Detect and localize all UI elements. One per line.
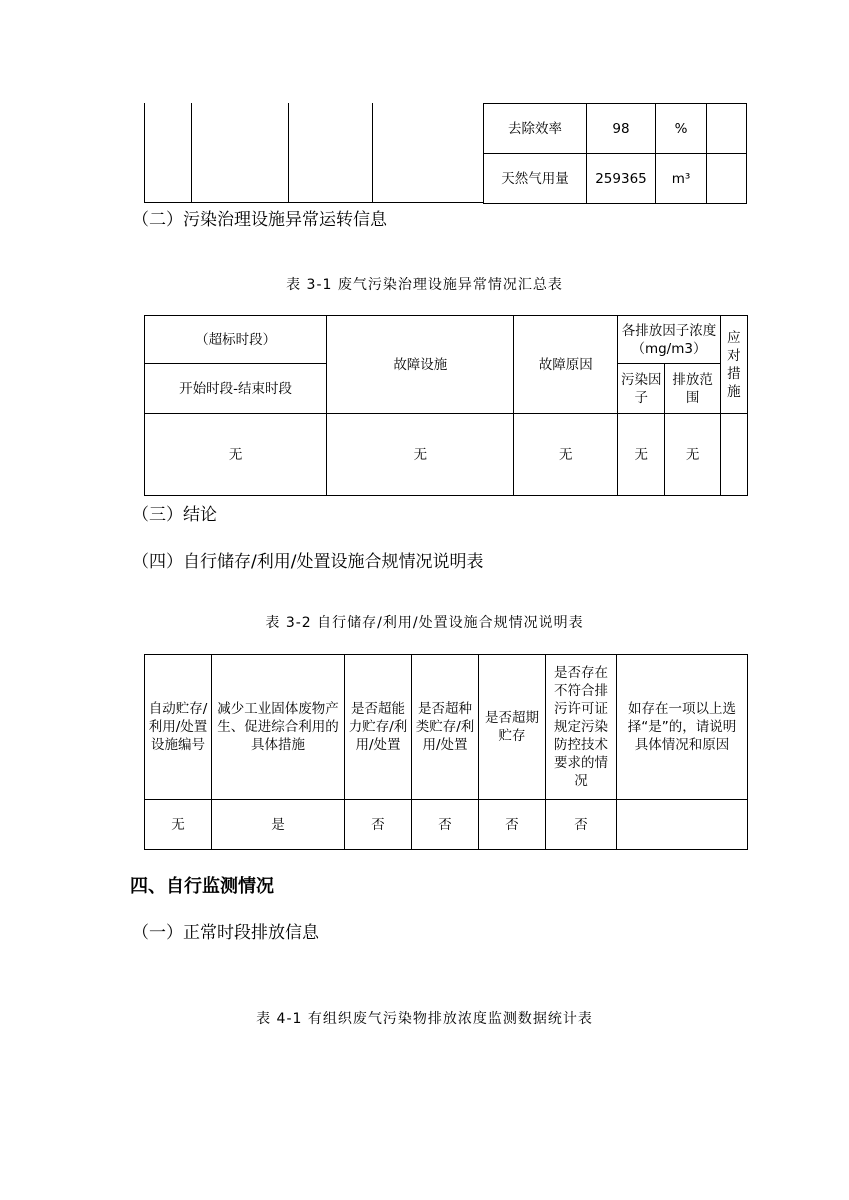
header-reason: 故障原因: [514, 316, 618, 414]
cell-facility-id: 无: [145, 800, 212, 850]
cell-extra: [707, 154, 747, 204]
cell-range: 无: [665, 414, 720, 496]
cell-explanation: [617, 800, 748, 850]
table-caption-3-2: 表 3-2 自行储存/利用/处置设施合规情况说明表: [265, 615, 584, 631]
cell-facility: 无: [327, 414, 514, 496]
header-period-sub: 开始时段-结束时段: [145, 364, 327, 414]
header-facility: 故障设施: [327, 316, 514, 414]
header-concentration: 各排放因子浓度（mg/m3）: [618, 316, 721, 364]
header-over-period: 是否超期贮存: [479, 655, 546, 800]
header-range: 排放范围: [665, 364, 720, 414]
cell-unit: m³: [656, 154, 707, 204]
section-heading-4: （四）自行储存/利用/处置设施合规情况说明表: [132, 552, 484, 572]
header-period: （超标时段）: [145, 316, 327, 364]
header-facility-id: 自动贮存/利用/处置设施编号: [145, 655, 212, 800]
table-border-line: [288, 103, 289, 203]
header-over-type: 是否超种类贮存/利用/处置: [412, 655, 479, 800]
header-factor: 污染因子: [618, 364, 665, 414]
cell-unit: %: [656, 104, 707, 154]
cell-over-type: 否: [412, 800, 479, 850]
header-over-capacity: 是否超能力贮存/利用/处置: [345, 655, 412, 800]
chapter-heading-4: 四、自行监测情况: [130, 876, 274, 897]
section-heading-3: （三）结论: [132, 505, 217, 525]
top-table-fragment: [483, 103, 747, 204]
header-noncompliance: 是否存在不符合排污许可证规定污染防控技术要求的情况: [546, 655, 617, 800]
header-explanation: 如存在一项以上选择“是”的，请说明具体情况和原因: [617, 655, 748, 800]
cell-factor: 无: [618, 414, 665, 496]
header-measures: 减少工业固体废物产生、促进综合利用的具体措施: [212, 655, 345, 800]
section-heading-2: （二）污染治理设施异常运转信息: [132, 210, 387, 230]
table-border-line: [144, 103, 145, 203]
cell-value: 259365: [587, 154, 656, 204]
table-3-2: [144, 654, 748, 850]
cell-measures: [720, 414, 747, 496]
cell-name: 天然气用量: [484, 154, 587, 204]
table-border-line: [191, 103, 192, 203]
header-measures: 应对措施: [720, 316, 747, 414]
cell-over-period: 否: [479, 800, 546, 850]
cell-period: 无: [145, 414, 327, 496]
table-3-1: [144, 315, 748, 496]
section-heading-4-1: （一）正常时段排放信息: [132, 923, 319, 943]
table-caption-3-1: 表 3-1 废气污染治理设施异常情况汇总表: [286, 277, 563, 293]
cell-extra: [707, 104, 747, 154]
cell-reason: 无: [514, 414, 618, 496]
table-caption-4-1: 表 4-1 有组织废气污染物排放浓度监测数据统计表: [256, 1011, 593, 1027]
cell-name: 去除效率: [484, 104, 587, 154]
cell-value: 98: [587, 104, 656, 154]
cell-over-capacity: 否: [345, 800, 412, 850]
table-border-line: [372, 103, 373, 203]
table-border-line: [144, 202, 484, 203]
cell-measures: 是: [212, 800, 345, 850]
cell-noncompliance: 否: [546, 800, 617, 850]
